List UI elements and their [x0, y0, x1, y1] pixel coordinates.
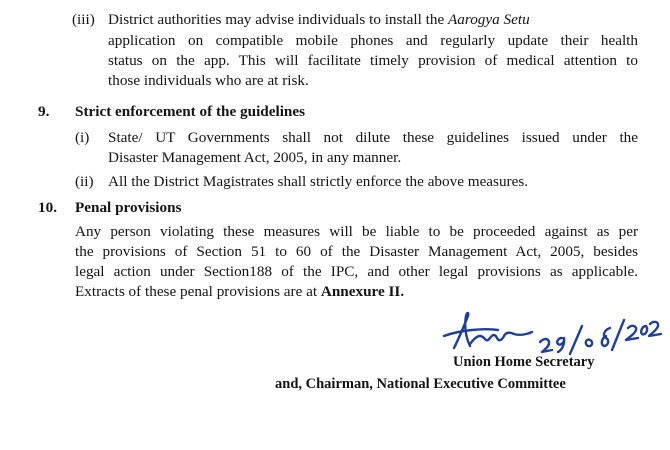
app-name: Aarogya Setu	[447, 11, 530, 28]
section-10-line-1: Any person violating these measures will be liable to be proceeded against as per	[75, 223, 638, 240]
section-10-number: 10.	[38, 199, 57, 216]
item-iii-line-1: District authorities may advise individuals to install the Aarogya Setu	[108, 11, 530, 28]
signatory-title: Union Home Secretary	[453, 354, 595, 370]
section-10-heading: Penal provisions	[75, 199, 182, 216]
signature-strokes	[444, 313, 661, 354]
annexure-reference: Annexure II.	[320, 283, 405, 300]
section-10-line-4: Extracts of these penal provisions are at Annexure II.	[75, 283, 405, 300]
section-9-number: 9.	[38, 103, 50, 120]
section-10-line-2: the provisions of Section 51 to 60 of the Disaster Management Act, 2005, besides	[75, 243, 638, 260]
section-9-heading: Strict enforcement of the guidelines	[75, 103, 306, 120]
handwritten-signature	[440, 300, 665, 360]
section-9-item-ii-line-1: All the District Magistrates shall strictly enforce the above measures.	[108, 173, 529, 190]
item-iii-line-3: status on the app. This will facilitate timely provision of medical attention to	[108, 52, 638, 69]
item-iii-line-4: those individuals who are at risk.	[108, 72, 309, 89]
section-9-item-i-line-1: State/ UT Governments shall not dilute these guidelines issued under the	[108, 129, 638, 146]
section-9-item-i-marker: (i)	[75, 129, 90, 146]
item-iii-marker: (iii)	[72, 11, 95, 28]
section-9-item-ii-marker: (ii)	[75, 173, 94, 190]
item-iii-line-2: application on compatible mobile phones and regularly update their health	[108, 32, 638, 49]
signatory-role: and, Chairman, National Executive Committee	[275, 376, 566, 392]
section-10-line-3: legal action under Section188 of the IPC, and other legal provisions as applicable.	[75, 263, 638, 280]
section-9-item-i-line-2: Disaster Management Act, 2005, in any manner.	[108, 149, 402, 166]
signature-date: 29/06/2020	[440, 300, 445, 301]
